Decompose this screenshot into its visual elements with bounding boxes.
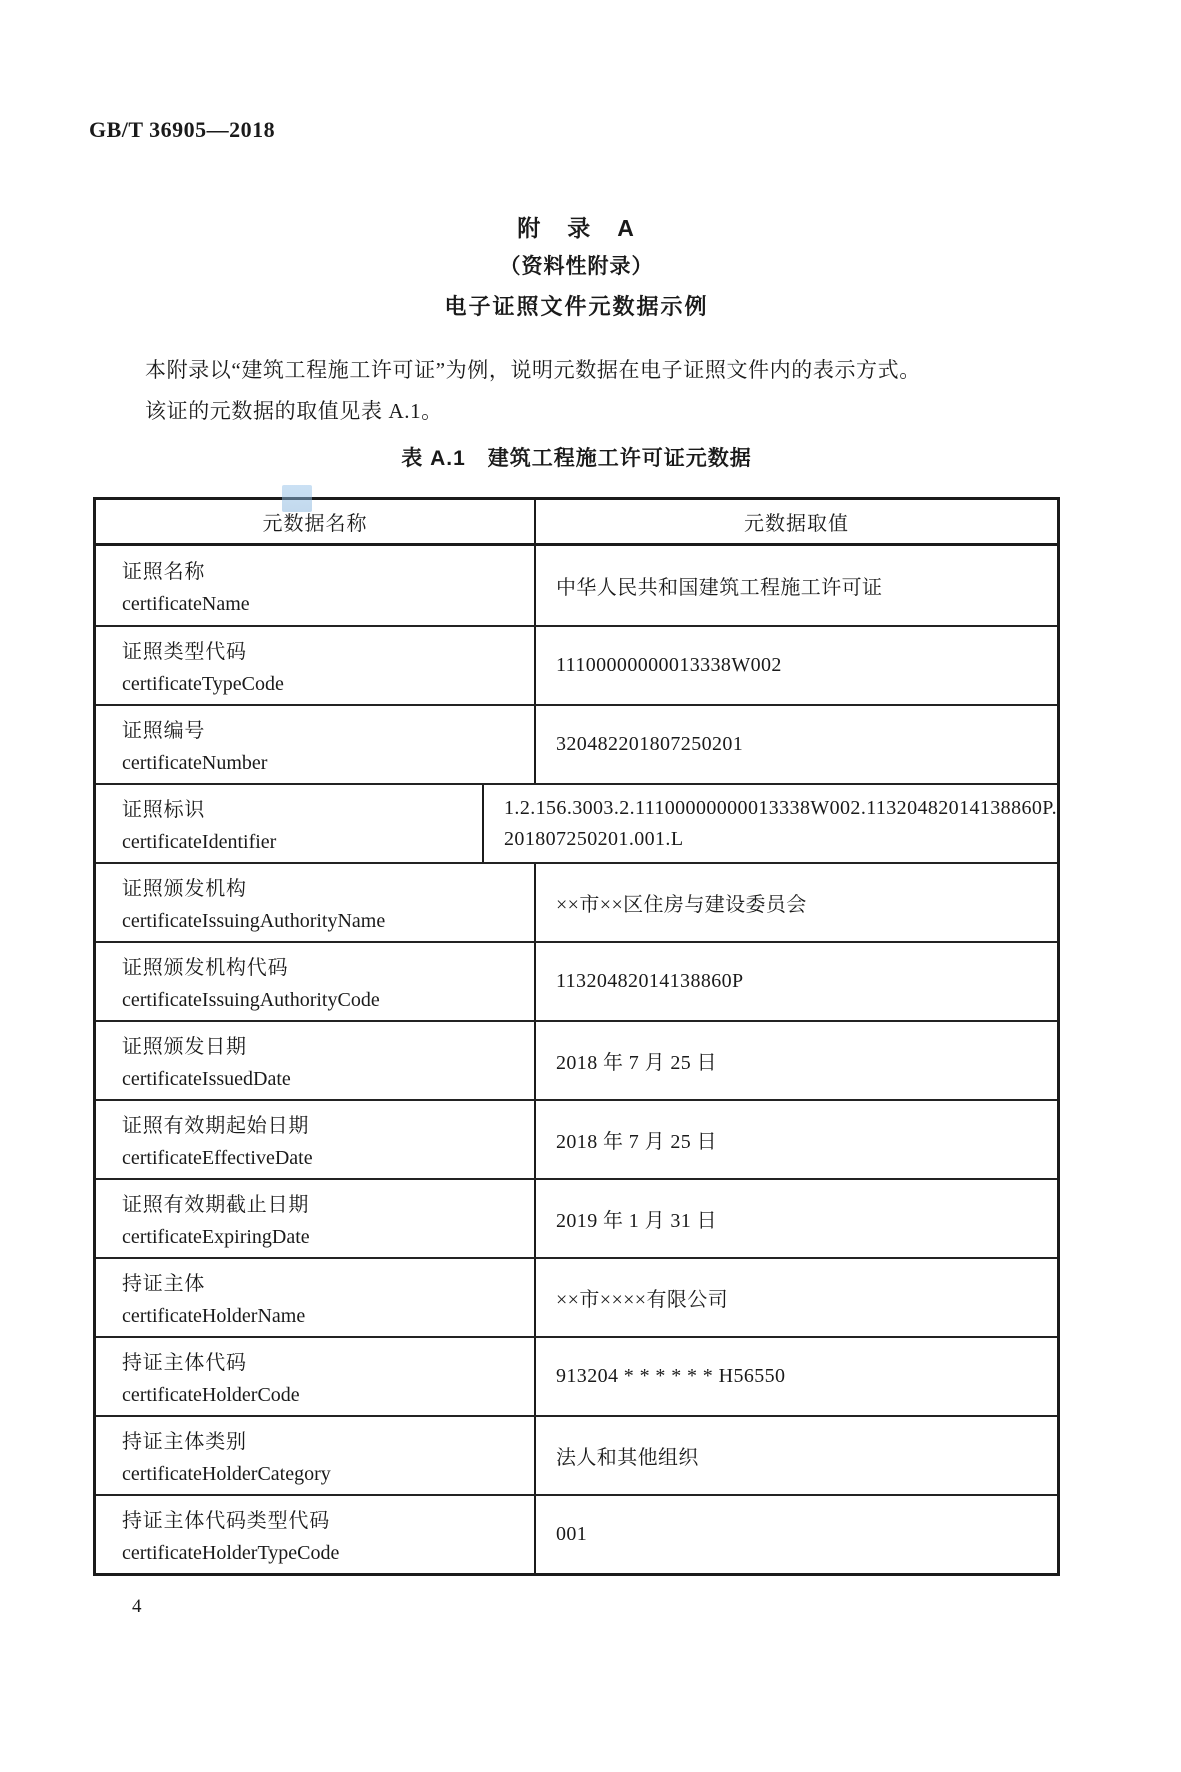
intro-paragraph-line-1: 本附录以“建筑工程施工许可证”为例，说明元数据在电子证照文件内的表示方式。 (145, 358, 921, 382)
table-row (96, 1020, 1057, 1099)
table-caption: 表 A.1 建筑工程施工许可证元数据 (401, 447, 752, 470)
metadata-name-zh: 持证主体代码类型代码 (122, 1510, 330, 1532)
metadata-value-cell (484, 785, 1057, 862)
metadata-value-line: 2018 年 7 月 25 日 (556, 1131, 717, 1153)
metadata-value-line: 320482201807250201 (556, 733, 744, 755)
metadata-name-en: certificateIdentifier (122, 831, 277, 853)
metadata-name-zh: 持证主体 (122, 1273, 206, 1295)
metadata-value-line: 11100000000013338W002 (556, 654, 782, 676)
table-row (96, 1178, 1057, 1257)
metadata-value-cell (536, 706, 1057, 783)
table-row (96, 1494, 1057, 1573)
metadata-name-zh: 证照有效期截止日期 (122, 1194, 310, 1216)
metadata-value-cell (536, 1338, 1057, 1415)
metadata-value-line: 913204 * * * * * * H56550 (556, 1365, 786, 1387)
metadata-name-cell (96, 1259, 536, 1336)
metadata-name-cell (96, 864, 536, 941)
metadata-value-line: 11320482014138860P (556, 970, 744, 992)
metadata-value-cell (536, 1417, 1057, 1494)
metadata-name-zh: 证照类型代码 (122, 641, 247, 663)
metadata-name-en: certificateName (122, 593, 250, 615)
page-number: 4 (132, 1596, 142, 1617)
metadata-name-en: certificateHolderCategory (122, 1463, 331, 1485)
metadata-name-en: certificateEffectiveDate (122, 1147, 313, 1169)
metadata-name-zh: 持证主体代码 (122, 1352, 247, 1374)
metadata-name-cell (96, 1338, 536, 1415)
appendix-subtitle: （资料性附录） (499, 255, 654, 278)
metadata-table (93, 497, 1060, 1576)
metadata-value-cell (536, 1259, 1057, 1336)
metadata-value-cell (536, 1496, 1057, 1573)
metadata-name-cell (96, 1180, 536, 1257)
metadata-name-zh: 证照颁发机构代码 (122, 957, 289, 979)
table-row (96, 1257, 1057, 1336)
intro-paragraph-line-2: 该证的元数据的取值见表 A.1。 (145, 399, 443, 423)
table-row (96, 704, 1057, 783)
metadata-name-cell (96, 706, 536, 783)
metadata-value-line: 001 (556, 1523, 588, 1545)
metadata-value-cell (536, 1101, 1057, 1178)
metadata-name-en: certificateTypeCode (122, 673, 284, 695)
metadata-name-en: certificateNumber (122, 752, 268, 774)
metadata-name-cell (96, 546, 536, 625)
metadata-name-cell (96, 943, 536, 1020)
intro-paragraph (145, 350, 1045, 432)
metadata-value-cell (536, 1022, 1057, 1099)
metadata-value-line: ××市××区住房与建设委员会 (556, 894, 807, 916)
metadata-value-cell (536, 546, 1057, 625)
table-row (96, 1336, 1057, 1415)
metadata-value-cell (536, 943, 1057, 1020)
metadata-value-line: 法人和其他组织 (556, 1447, 699, 1469)
table-row (96, 862, 1057, 941)
metadata-value-line: 1.2.156.3003.2.11100000000013338W002.11320482014138860P. (504, 796, 1057, 819)
metadata-name-en: certificateHolderTypeCode (122, 1542, 340, 1564)
metadata-value-cell (536, 864, 1057, 941)
standard-code: GB/T 36905—2018 (89, 117, 276, 142)
metadata-name-zh: 证照标识 (122, 799, 206, 821)
metadata-value-cell (536, 1180, 1057, 1257)
metadata-name-cell (96, 1101, 536, 1178)
appendix-heading: 电子证照文件元数据示例 (444, 294, 709, 319)
table-header-row (96, 500, 1057, 546)
metadata-name-cell (96, 1417, 536, 1494)
metadata-name-en: certificateHolderName (122, 1305, 306, 1327)
metadata-name-cell (96, 1022, 536, 1099)
column-header-metadata-value: 元数据取值 (744, 513, 849, 535)
metadata-name-zh: 持证主体类别 (122, 1431, 247, 1453)
metadata-value-cell (536, 627, 1057, 704)
column-header-metadata-name: 元数据名称 (96, 500, 536, 543)
table-row (96, 1099, 1057, 1178)
table-row (96, 941, 1057, 1020)
table-row (96, 783, 1057, 862)
metadata-value-line: ××市××××有限公司 (556, 1289, 729, 1311)
metadata-value-line: 2019 年 1 月 31 日 (556, 1210, 717, 1232)
metadata-name-zh: 证照名称 (122, 561, 206, 583)
table-row (96, 1415, 1057, 1494)
metadata-name-zh: 证照有效期起始日期 (122, 1115, 310, 1137)
metadata-value-line: 2018 年 7 月 25 日 (556, 1052, 717, 1074)
metadata-name-cell (96, 785, 484, 862)
table-row (96, 625, 1057, 704)
metadata-name-en: certificateExpiringDate (122, 1226, 310, 1248)
metadata-value-line: 中华人民共和国建筑工程施工许可证 (556, 577, 883, 599)
metadata-value-line: 201807250201.001.L (504, 827, 684, 850)
table-body (96, 546, 1057, 1573)
metadata-name-cell (96, 627, 536, 704)
metadata-name-en: certificateIssuedDate (122, 1068, 291, 1090)
metadata-name-en: certificateHolderCode (122, 1384, 300, 1406)
appendix-title: 附 录 A (517, 215, 636, 241)
metadata-name-zh: 证照编号 (122, 720, 206, 742)
metadata-name-en: certificateIssuingAuthorityName (122, 910, 386, 932)
metadata-name-en: certificateIssuingAuthorityCode (122, 989, 380, 1011)
metadata-name-zh: 证照颁发日期 (122, 1036, 247, 1058)
metadata-name-cell (96, 1496, 536, 1573)
scan-artifact (282, 485, 312, 512)
metadata-name-zh: 证照颁发机构 (122, 878, 247, 900)
table-row (96, 546, 1057, 625)
